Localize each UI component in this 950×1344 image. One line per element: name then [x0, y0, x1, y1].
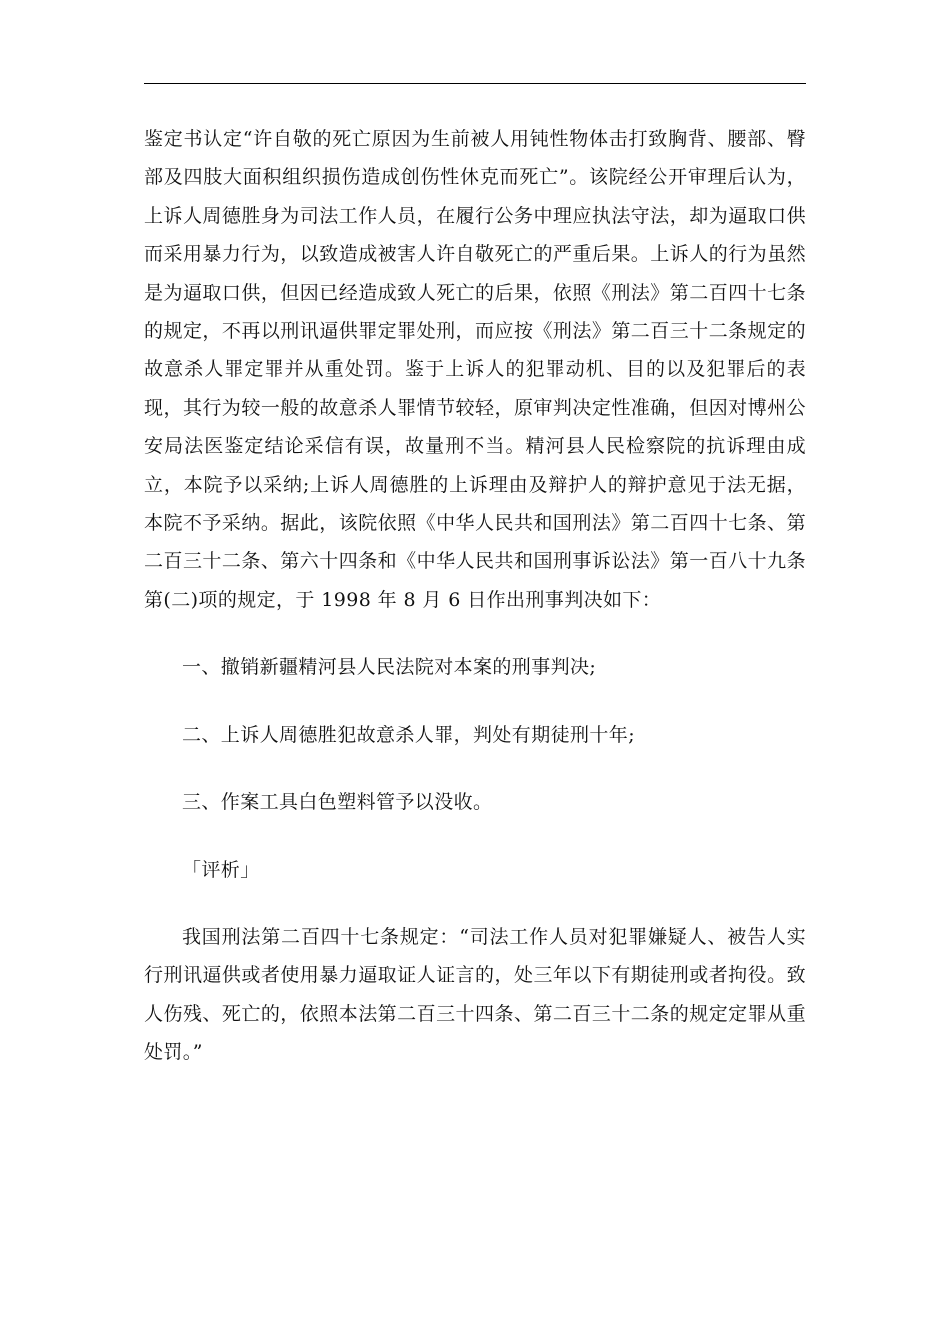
- paragraph-ruling-item-3: 三、作案工具白色塑料管予以没收。: [182, 791, 493, 814]
- header-rule: [144, 83, 806, 84]
- paragraph-analysis: 我国刑法第二百四十七条规定：“司法工作人员对犯罪嫌疑人、被告人实行刑讯逼供或者使用暴力逼取证人证言的，处三年以下有期徒刑或者拘役。致人伤残、死亡的，依照本法第二百三十四条、第二百三十二条的规定定罪从重处罚。”: [144, 925, 806, 1064]
- paragraph-judgment-reasoning: 鉴定书认定“许自敬的死亡原因为生前被人用钝性物体击打致胸背、腰部、臀部及四肢大面积组织损伤造成创伤性休克而死亡”。该院经公开审理后认为，上诉人周德胜身为司法工作人员，在履行公务中理应执法守法，却为逼取口供而采用暴力行为，以致造成被害人许自敬死亡的严重后果。上诉人的行为虽然是为逼取口供，但因已经造成致人死亡的后果，依照《刑法》第二百四十七条的规定，不再以刑讯逼供罪定罪处刑，而应按《刑法》第二百三十二条规定的故意杀人罪定罪并从重处罚。鉴于上诉人的犯罪动机、目的以及犯罪后的表现，其行为较一般的故意杀人罪情节较轻，原审判决定性准确，但因对博州公安局法医鉴定结论采信有误，故量刑不当。精河县人民检察院的抗诉理由成立，本院予以采纳;上诉人周德胜的上诉理由及辩护人的辩护意见于法无据，本院不予采纳。据此，该院依照《中华人民共和国刑法》第二百四十七条、第二百三十二条、第六十四条和《中华人民共和国刑事诉讼法》第一百八十九条第(二)项的规定，于 1998 年 8 月 6 日作出刑事判决如下：: [144, 128, 806, 611]
- section-heading-analysis: 「评析」: [182, 858, 260, 881]
- paragraph-ruling-item-2: 二、上诉人周德胜犯故意杀人罪，判处有期徒刑十年;: [182, 723, 636, 746]
- document-body: [144, 120, 806, 1072]
- paragraph-ruling-item-1: 一、撤销新疆精河县人民法院对本案的刑事判决;: [182, 656, 597, 679]
